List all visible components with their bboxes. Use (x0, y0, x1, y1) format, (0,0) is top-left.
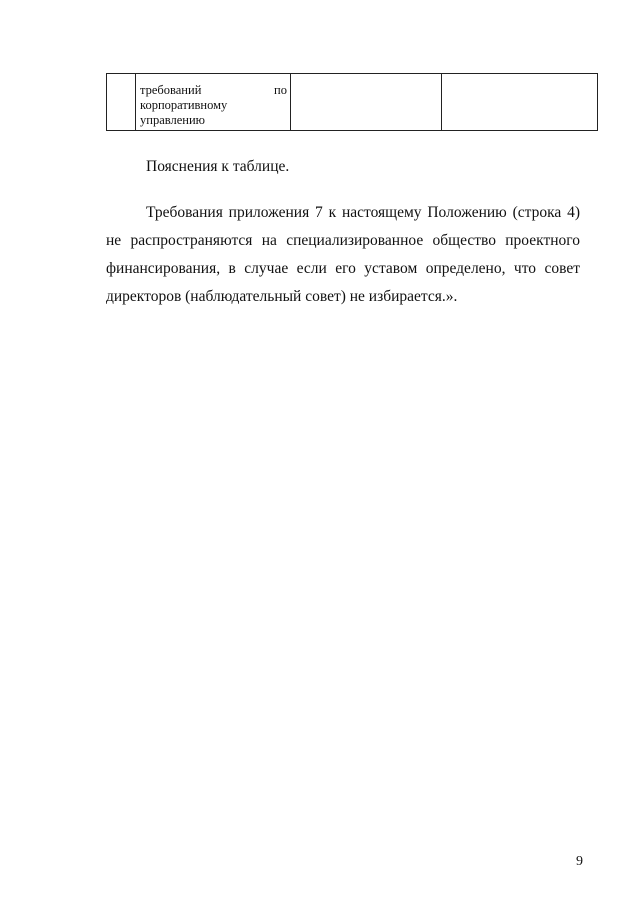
requirements-table (106, 73, 598, 131)
body-paragraph: Требования приложения 7 к настоящему Положению (строка 4) не распространяются на специализированное общество проектного финансирования, в случае если его уставом определено, что совет директоров (наблюдательный совет) не избирается.». (106, 204, 580, 305)
table-cell-description (136, 74, 291, 131)
table-cell-number (107, 74, 136, 131)
table-row (107, 74, 598, 131)
cell-text-line3: управлению (140, 113, 205, 127)
table-cell-empty (442, 74, 598, 131)
page-number: 9 (576, 854, 583, 869)
cell-text-line1-end: по (274, 83, 287, 97)
table-cell-empty (291, 74, 442, 131)
cell-text-line1-word: требований (140, 83, 202, 97)
explanations-heading: Пояснения к таблице. (146, 158, 290, 175)
cell-text-line2: корпоративному (140, 98, 228, 112)
